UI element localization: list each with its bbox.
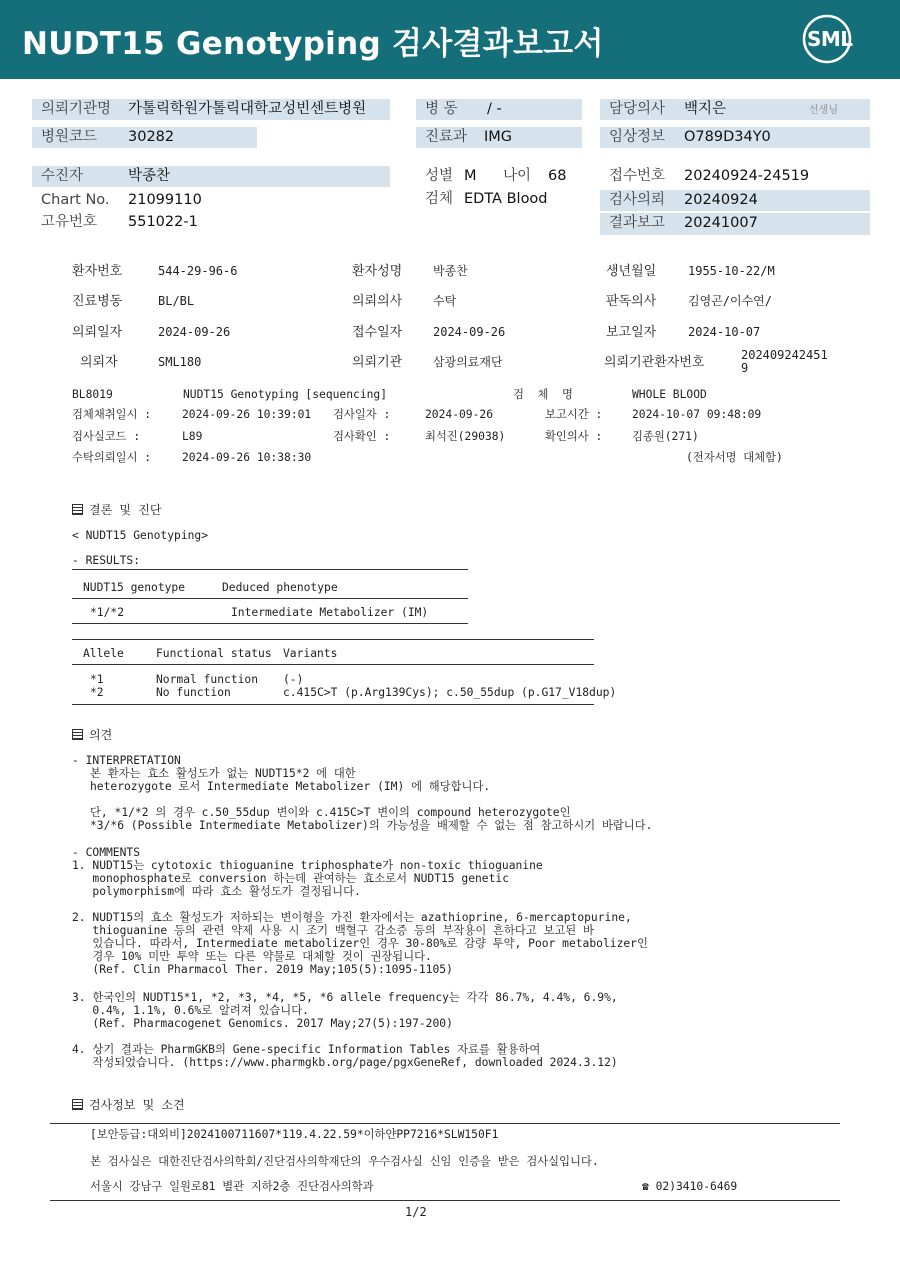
- doc-value: BL/BL: [158, 294, 195, 308]
- specimen-label: 검체: [425, 191, 454, 207]
- report-title: NUDT15 Genotyping 검사결과보고서: [22, 26, 604, 62]
- request-label: 검사의뢰: [609, 192, 666, 208]
- divider: [50, 1123, 840, 1124]
- age-label: 나이: [503, 168, 532, 184]
- doc-value: SML180: [158, 355, 202, 369]
- divider: [50, 1200, 840, 1201]
- doc-value: 1955-10-22/M: [688, 264, 775, 278]
- uid-row: [32, 212, 390, 233]
- doc-value: 2024-09-26: [158, 325, 231, 339]
- request-value: 20240924: [684, 192, 758, 208]
- comment-line: 작성되었습니다. (https://www.pharmgkb.org/page/pgxGeneRef, downloaded 2024.3.12): [72, 1056, 618, 1069]
- table2-cell: No function: [156, 686, 231, 699]
- ward-label: 병 동: [425, 101, 458, 117]
- uid-value: 551022-1: [128, 214, 198, 230]
- doctor-row: [600, 99, 870, 120]
- doc-label: 의뢰기관환자번호: [604, 355, 705, 370]
- table1-header-genotype: NUDT15 genotype: [83, 581, 186, 594]
- dept-row: [416, 127, 582, 148]
- lab-code-label: 검사실코드 :: [72, 430, 141, 443]
- divider: [72, 639, 594, 640]
- interpretation-heading: - INTERPRETATION: [72, 754, 181, 767]
- doc-value: 544-29-96-6: [158, 264, 238, 278]
- comment-line: 있습니다. 따라서, Intermediate metabolizer인 경우 30-80%로 감량 투약, Poor metabolizer인: [72, 937, 648, 950]
- doc-value: 2024-10-07: [688, 325, 761, 339]
- hospital-code-label: 병원코드: [41, 129, 98, 145]
- section-heading: 검사정보 및 소견: [72, 1096, 185, 1113]
- doctor-value: 백지은: [684, 101, 727, 117]
- comments-heading: - COMMENTS: [72, 846, 141, 859]
- doc-label: 의뢰기관: [352, 355, 403, 370]
- logo-text: SML: [807, 27, 853, 51]
- interpretation-line: 단, *1/*2 의 경우 c.50_55dup 변이와 c.415C>T 변이의 compound heterozygote인: [90, 806, 571, 819]
- interpretation-line: 본 환자는 효소 활성도가 없는 NUDT15*2 에 대한: [90, 767, 356, 780]
- table2-header-function: Functional status: [156, 647, 272, 660]
- test-name: NUDT15 Genotyping [sequencing]: [183, 388, 388, 401]
- table1-phenotype: Intermediate Metabolizer (IM): [231, 606, 429, 619]
- comment-line: monophosphate로 conversion 하는데 관여하는 효소로서 NUDT15 genetic: [72, 872, 510, 885]
- patient-value: 박종찬: [128, 168, 171, 184]
- clinical-value: O789D34Y0: [684, 129, 771, 145]
- doc-label: 보고일자: [606, 325, 657, 340]
- section-bullet-icon: [72, 729, 83, 740]
- section-heading: 의견: [72, 726, 112, 743]
- divider: [72, 623, 468, 624]
- test-confirm-value: 최석진(29038): [425, 430, 506, 443]
- specimen-row: [416, 189, 586, 210]
- comment-line: 경우 10% 미만 투약 또는 다른 약물로 대체할 것이 권장됩니다.: [72, 950, 432, 963]
- doc-value: 9: [741, 361, 749, 375]
- report-time-label: 보고시간 :: [545, 408, 603, 421]
- section-bullet-icon: [72, 504, 83, 515]
- doc-label: 의뢰자: [80, 355, 118, 370]
- divider: [72, 704, 594, 705]
- table2-cell: c.415C>T (p.Arg139Cys); c.50_55dup (p.G17_V18dup): [283, 686, 617, 699]
- institution-row: [32, 99, 390, 120]
- report-time-value: 2024-10-07 09:48:09: [632, 408, 762, 421]
- comment-line: thioguanine 등의 관련 약제 사용 시 조기 백혈구 감소증 등의 부작용이 흔하다고 보고된 바: [72, 924, 594, 937]
- report-label: 결과보고: [609, 215, 666, 231]
- comment-line: 1. NUDT15는 cytotoxic thioguanine triphosphate가 non-toxic thioguanine: [72, 859, 543, 872]
- clinical-row: [600, 127, 870, 148]
- doc-label: 접수일자: [352, 325, 403, 340]
- chart-label: Chart No.: [41, 192, 110, 208]
- security-code: [보안등급:대외비]2024100711607*119.4.22.59*이하얀PP7216*SLW150F1: [90, 1128, 499, 1141]
- collect-label: 검체채취일시 :: [72, 408, 152, 421]
- doctor-suffix: 선생님: [809, 105, 838, 116]
- table2-header-variants: Variants: [283, 647, 338, 660]
- doc-label: 진료병동: [72, 294, 123, 309]
- phone: ☎ 02)3410-6469: [642, 1180, 738, 1193]
- institution-label: 의뢰기관명: [41, 101, 112, 117]
- table2-cell: Normal function: [156, 673, 259, 686]
- specimen-name-label: 검 체 명: [513, 388, 573, 401]
- confirm-doctor-label: 확인의사 :: [545, 430, 603, 443]
- clinical-label: 임상정보: [609, 129, 666, 145]
- section-bullet-icon: [72, 1099, 83, 1110]
- patient-row: [32, 166, 390, 187]
- comment-line: (Ref. Pharmacogenet Genomics. 2017 May;27(5):197-200): [72, 1017, 453, 1030]
- specimen-name-value: WHOLE BLOOD: [632, 388, 707, 401]
- comment-line: polymorphism에 따라 효소 활성도가 결정됩니다.: [72, 885, 361, 898]
- comment-line: (Ref. Clin Pharmacol Ther. 2019 May;105(5):1095-1105): [72, 963, 453, 976]
- divider: [72, 569, 468, 570]
- lab-code-value: L89: [182, 430, 203, 443]
- report-value: 20241007: [684, 215, 758, 231]
- sex-label: 성별: [425, 168, 454, 184]
- sex-value: M: [464, 168, 477, 184]
- receipt-row: [600, 166, 870, 187]
- test-date-label: 검사일자 :: [333, 408, 391, 421]
- doc-value: 삼광의료재단: [433, 355, 503, 369]
- certification-note: 본 검사실은 대한진단검사의학회/진단검사의학재단의 우수검사실 신임 인증을 받은 검사실입니다.: [90, 1155, 599, 1168]
- table1-header-phenotype: Deduced phenotype: [222, 581, 338, 594]
- doc-value: 박종찬: [433, 264, 468, 278]
- comment-line: 2. NUDT15의 효소 활성도가 저하되는 변이형을 가진 환자에서는 azathioprine, 6-mercaptopurine,: [72, 911, 632, 924]
- doc-value: 2024-09-26: [433, 325, 506, 339]
- table2-cell: (-): [283, 673, 304, 686]
- contract-date-label: 수탁의뢰일시 :: [72, 451, 152, 464]
- report-header: [0, 0, 900, 79]
- divider: [72, 598, 468, 599]
- test-confirm-label: 검사확인 :: [333, 430, 391, 443]
- divider: [72, 664, 594, 665]
- table2-cell: *1: [90, 673, 104, 686]
- dept-label: 진료과: [425, 129, 468, 145]
- ward-row: [416, 99, 582, 120]
- sex-age-row: [416, 166, 586, 187]
- table2-header-allele: Allele: [83, 647, 124, 660]
- contract-date-value: 2024-09-26 10:38:30: [182, 451, 312, 464]
- doctor-label: 담당의사: [609, 101, 666, 117]
- request-row: [600, 190, 870, 211]
- hospital-code-row: [32, 127, 257, 148]
- interpretation-line: *3/*6 (Possible Intermediate Metabolizer)의 가능성을 배제할 수 없는 점 참고하시기 바랍니다.: [90, 819, 653, 832]
- comment-line: 3. 한국인의 NUDT15*1, *2, *3, *4, *5, *6 allele frequency는 각각 86.7%, 4.4%, 6.9%,: [72, 991, 618, 1004]
- uid-label: 고유번호: [41, 214, 98, 230]
- table2-cell: *2: [90, 686, 104, 699]
- doc-label: 환자성명: [352, 264, 403, 279]
- hospital-code-value: 30282: [128, 129, 175, 145]
- chart-value: 21099110: [128, 192, 202, 208]
- dept-value: IMG: [484, 129, 513, 145]
- comment-line: 0.4%, 1.1%, 0.6%로 알려져 있습니다.: [72, 1004, 309, 1017]
- genotyping-title: < NUDT15 Genotyping>: [72, 529, 209, 542]
- chart-row: [32, 190, 390, 211]
- age-value: 68: [548, 168, 567, 184]
- doc-label: 의뢰일자: [72, 325, 123, 340]
- doc-value: 김영곤/이수연/: [688, 294, 773, 308]
- confirm-doctor-value: 김종원(271): [632, 430, 699, 443]
- report-row: [600, 213, 870, 235]
- test-date-value: 2024-09-26: [425, 408, 494, 421]
- doc-label: 생년월일: [606, 264, 657, 279]
- doc-label: 환자번호: [72, 264, 123, 279]
- table1-genotype: *1/*2: [90, 606, 125, 619]
- doc-label: 의뢰의사: [352, 294, 403, 309]
- specimen-value: EDTA Blood: [464, 191, 548, 207]
- doc-value: 수탁: [433, 294, 457, 308]
- section-heading: 결론 및 진단: [72, 501, 161, 518]
- address: 서울시 강남구 일원로81 별관 지하2층 진단검사의학과: [90, 1180, 374, 1193]
- results-heading: - RESULTS:: [72, 554, 141, 567]
- e-signature-note: (전자서명 대체함): [686, 451, 783, 464]
- institution-value: 가톨릭학원가톨릭대학교성빈센트병원: [128, 101, 367, 117]
- interpretation-line: heterozygote 로서 Intermediate Metabolizer (IM) 에 해당합니다.: [90, 780, 491, 793]
- comment-line: 4. 상기 결과는 PharmGKB의 Gene-specific Information Tables 자료를 활용하여: [72, 1043, 541, 1056]
- page-number: 1/2: [405, 1205, 427, 1219]
- doc-value: 202409242451: [741, 348, 828, 362]
- receipt-value: 20240924-24519: [684, 168, 810, 184]
- test-code: BL8019: [72, 388, 113, 401]
- doc-label: 판독의사: [606, 294, 657, 309]
- ward-value: / -: [487, 101, 502, 117]
- receipt-label: 접수번호: [609, 168, 666, 184]
- patient-label: 수진자: [41, 168, 84, 184]
- collect-value: 2024-09-26 10:39:01: [182, 408, 312, 421]
